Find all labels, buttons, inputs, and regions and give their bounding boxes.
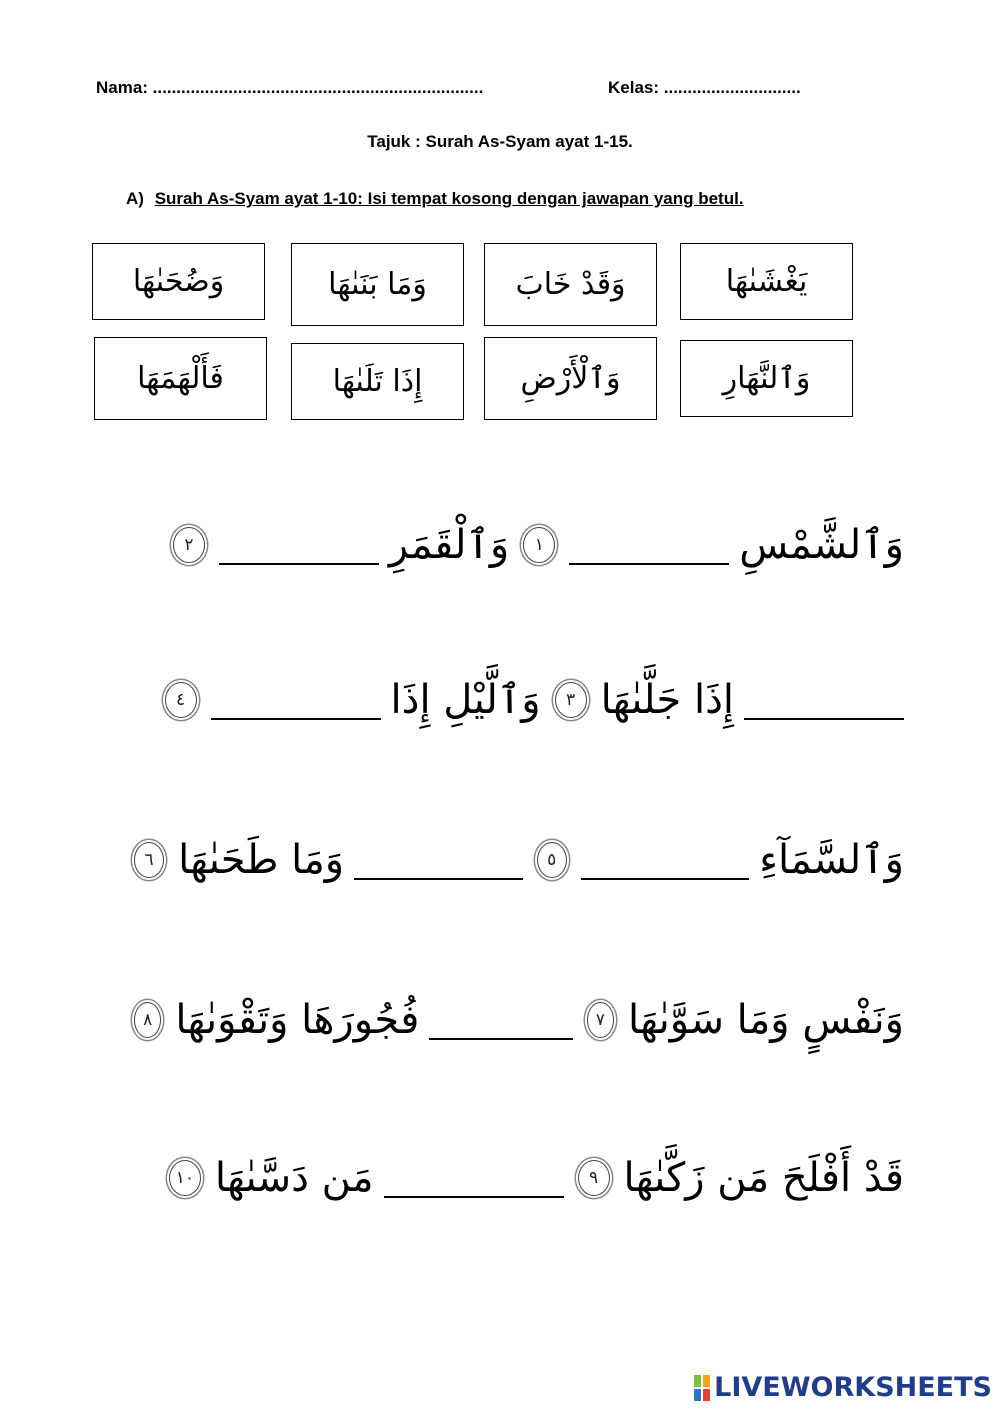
section-instruction-text: Surah As-Syam ayat 1-10: Isi tempat kosong dengan jawapan yang betul. — [154, 189, 744, 208]
verse-number-marker: ١٠ — [169, 1160, 201, 1196]
verse-text: إِذَا جَلَّىٰهَا — [600, 677, 734, 723]
liveworksheets-logo — [694, 1372, 992, 1403]
word-bank-item[interactable]: وَٱلْأَرْضِ — [484, 337, 657, 420]
verse-number-marker: ١ — [523, 527, 555, 563]
answer-blank[interactable] — [429, 1000, 572, 1040]
word-bank-item[interactable]: وَمَا بَنَىٰهَا — [291, 243, 464, 326]
verse-number-marker: ٩ — [578, 1160, 610, 1196]
word-bank-item[interactable]: إِذَا تَلَىٰهَا — [291, 343, 464, 420]
answer-blank[interactable] — [744, 680, 904, 720]
verse-text: مَن دَسَّىٰهَا — [214, 1155, 374, 1201]
verse-number-marker: ٤ — [165, 682, 197, 718]
verse-text: وَمَا طَحَىٰهَا — [178, 837, 345, 883]
answer-blank[interactable] — [354, 840, 523, 880]
verse-line-3 — [130, 825, 904, 895]
verse-text: وَٱلَّيْلِ إِذَا — [390, 677, 541, 723]
liveworksheets-logo-icon — [694, 1375, 710, 1401]
word-bank-item[interactable]: وَقَدْ خَابَ — [484, 243, 657, 326]
brand-text: LIVEWORKSHEETS — [714, 1372, 992, 1403]
verse-line-1 — [130, 510, 904, 580]
verse-number-marker: ٥ — [537, 842, 567, 878]
word-bank-item[interactable]: وَضُحَىٰهَا — [92, 243, 265, 320]
verse-text: وَٱلسَّمَآءِ — [759, 837, 904, 883]
verse-number-marker: ٧ — [587, 1002, 614, 1038]
verse-number-marker: ٨ — [134, 1002, 161, 1038]
answer-blank[interactable] — [219, 525, 379, 565]
answer-blank[interactable] — [384, 1158, 564, 1198]
verse-text: وَٱلشَّمْسِ — [739, 522, 904, 568]
word-bank-item[interactable]: يَغْشَىٰهَا — [680, 243, 853, 320]
verse-line-5 — [130, 1143, 904, 1213]
word-bank-item[interactable]: وَٱلنَّهَارِ — [680, 340, 853, 417]
verse-text: فُجُورَهَا وَتَقْوَىٰهَا — [175, 997, 420, 1043]
verse-number-marker: ٦ — [134, 842, 164, 878]
verse-number-marker: ٣ — [555, 682, 587, 718]
nama-field-label: Nama: ...................................................................... — [96, 78, 484, 97]
verse-text: وَنَفْسٍ وَمَا سَوَّىٰهَا — [628, 997, 904, 1043]
answer-blank[interactable] — [569, 525, 729, 565]
section-a-instruction — [126, 189, 744, 209]
verse-text: قَدْ أَفْلَحَ مَن زَكَّىٰهَا — [623, 1155, 904, 1201]
kelas-field-label: Kelas: ............................. — [608, 78, 801, 97]
verse-text: وَٱلْقَمَرِ — [388, 522, 510, 568]
verse-number-marker: ٢ — [173, 527, 205, 563]
verse-line-2 — [130, 665, 904, 735]
section-prefix: A) — [126, 189, 144, 208]
answer-blank[interactable] — [211, 680, 381, 720]
verse-line-4 — [130, 985, 904, 1055]
answer-blank[interactable] — [581, 840, 750, 880]
word-bank-item[interactable]: فَأَلْهَمَهَا — [94, 337, 267, 420]
page-title: Tajuk : Surah As-Syam ayat 1-15. — [367, 132, 633, 151]
